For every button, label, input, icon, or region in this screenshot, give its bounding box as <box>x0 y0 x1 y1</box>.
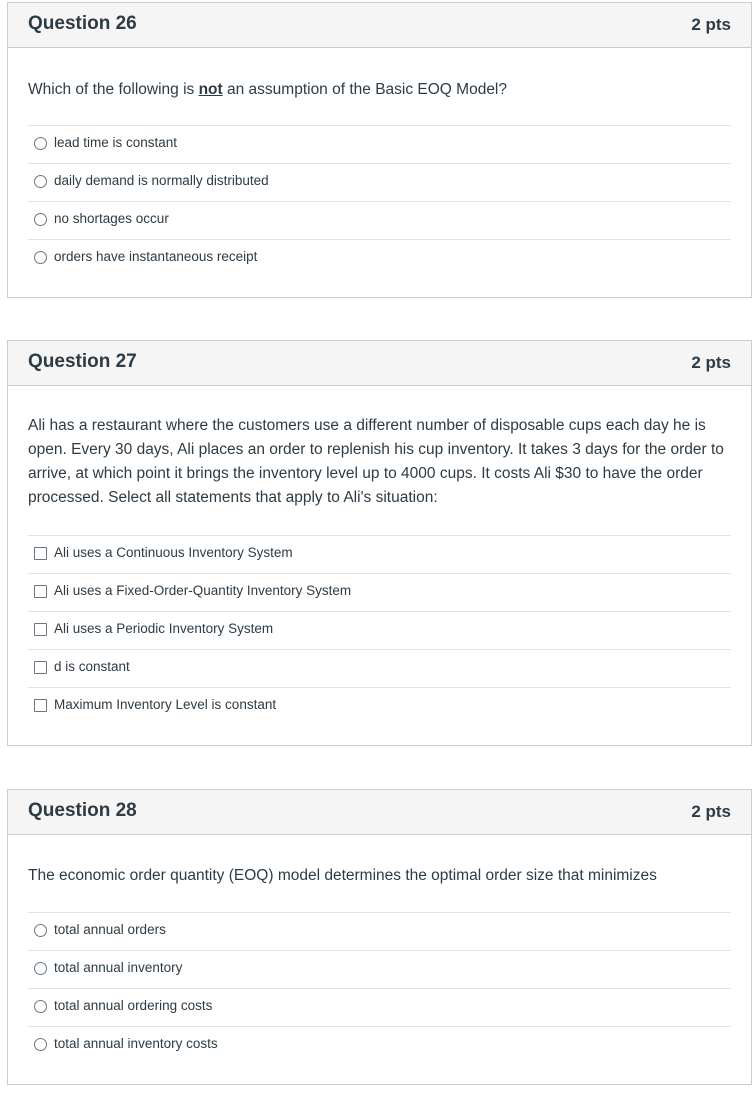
answer-option[interactable] <box>28 201 731 239</box>
answer-option[interactable] <box>28 125 731 163</box>
checkbox[interactable] <box>34 623 47 636</box>
answer-label[interactable]: total annual ordering costs <box>54 998 213 1013</box>
answer-label[interactable]: total annual inventory <box>54 960 183 975</box>
answer-option[interactable] <box>28 912 731 950</box>
question-28 <box>7 789 752 1085</box>
radio-button[interactable] <box>34 175 47 188</box>
answer-option[interactable] <box>28 535 731 573</box>
question-header <box>8 790 751 835</box>
question-text-part: an assumption of the Basic EOQ Model? <box>222 81 508 98</box>
answer-label[interactable]: lead time is constant <box>54 135 178 150</box>
question-26 <box>7 2 752 298</box>
question-text-emphasis: not <box>198 81 223 98</box>
answer-list <box>28 912 731 1064</box>
radio-button[interactable] <box>34 213 47 226</box>
question-title: Question 28 <box>28 800 137 821</box>
radio-button[interactable] <box>34 137 47 150</box>
question-header <box>8 341 751 386</box>
answer-label[interactable]: daily demand is normally distributed <box>54 173 269 188</box>
answer-list <box>28 535 731 725</box>
answer-label[interactable]: orders have instantaneous receipt <box>54 249 258 264</box>
question-title: Question 26 <box>28 13 137 34</box>
question-27 <box>7 340 752 746</box>
radio-button[interactable] <box>34 1038 47 1051</box>
radio-button[interactable] <box>34 251 47 264</box>
radio-button[interactable] <box>34 962 47 975</box>
answer-label[interactable]: total annual inventory costs <box>54 1036 218 1051</box>
answer-option[interactable] <box>28 1026 731 1064</box>
answer-label[interactable]: Ali uses a Periodic Inventory System <box>54 621 274 636</box>
question-points: 2 pts <box>691 15 731 34</box>
question-text: Ali has a restaurant where the customers use a different number of disposable cups each day he is open. Every 30 days, Ali places an order to replenish his cup inventory. It takes 3 days for the order to arrive, at which point it brings the inventory level up to 4000 cups. It costs Ali $30 to have the order processed. Select all statements that apply to Ali's situation: <box>28 417 724 506</box>
radio-button[interactable] <box>34 924 47 937</box>
question-text <box>28 78 731 102</box>
answer-label[interactable]: Ali uses a Fixed-Order-Quantity Inventory System <box>54 583 352 598</box>
answer-option[interactable] <box>28 950 731 988</box>
checkbox[interactable] <box>34 661 47 674</box>
answer-option[interactable] <box>28 611 731 649</box>
answer-option[interactable] <box>28 988 731 1026</box>
answer-list <box>28 125 731 277</box>
answer-option[interactable] <box>28 163 731 201</box>
answer-label[interactable]: Ali uses a Continuous Inventory System <box>54 545 293 560</box>
question-text: The economic order quantity (EOQ) model determines the optimal order size that minimizes <box>28 867 657 884</box>
answer-option[interactable] <box>28 573 731 611</box>
answer-option[interactable] <box>28 687 731 725</box>
question-title: Question 27 <box>28 351 137 372</box>
answer-label[interactable]: d is constant <box>54 659 130 674</box>
question-text-part: Which of the following is <box>28 81 199 98</box>
answer-label[interactable]: total annual orders <box>54 922 166 937</box>
answer-option[interactable] <box>28 649 731 687</box>
answer-label[interactable]: Maximum Inventory Level is constant <box>54 697 277 712</box>
question-points: 2 pts <box>691 353 731 372</box>
answer-option[interactable] <box>28 239 731 277</box>
question-points: 2 pts <box>691 802 731 821</box>
radio-button[interactable] <box>34 1000 47 1013</box>
checkbox[interactable] <box>34 699 47 712</box>
checkbox[interactable] <box>34 585 47 598</box>
answer-label[interactable]: no shortages occur <box>54 211 169 226</box>
checkbox[interactable] <box>34 547 47 560</box>
question-header <box>8 3 751 48</box>
